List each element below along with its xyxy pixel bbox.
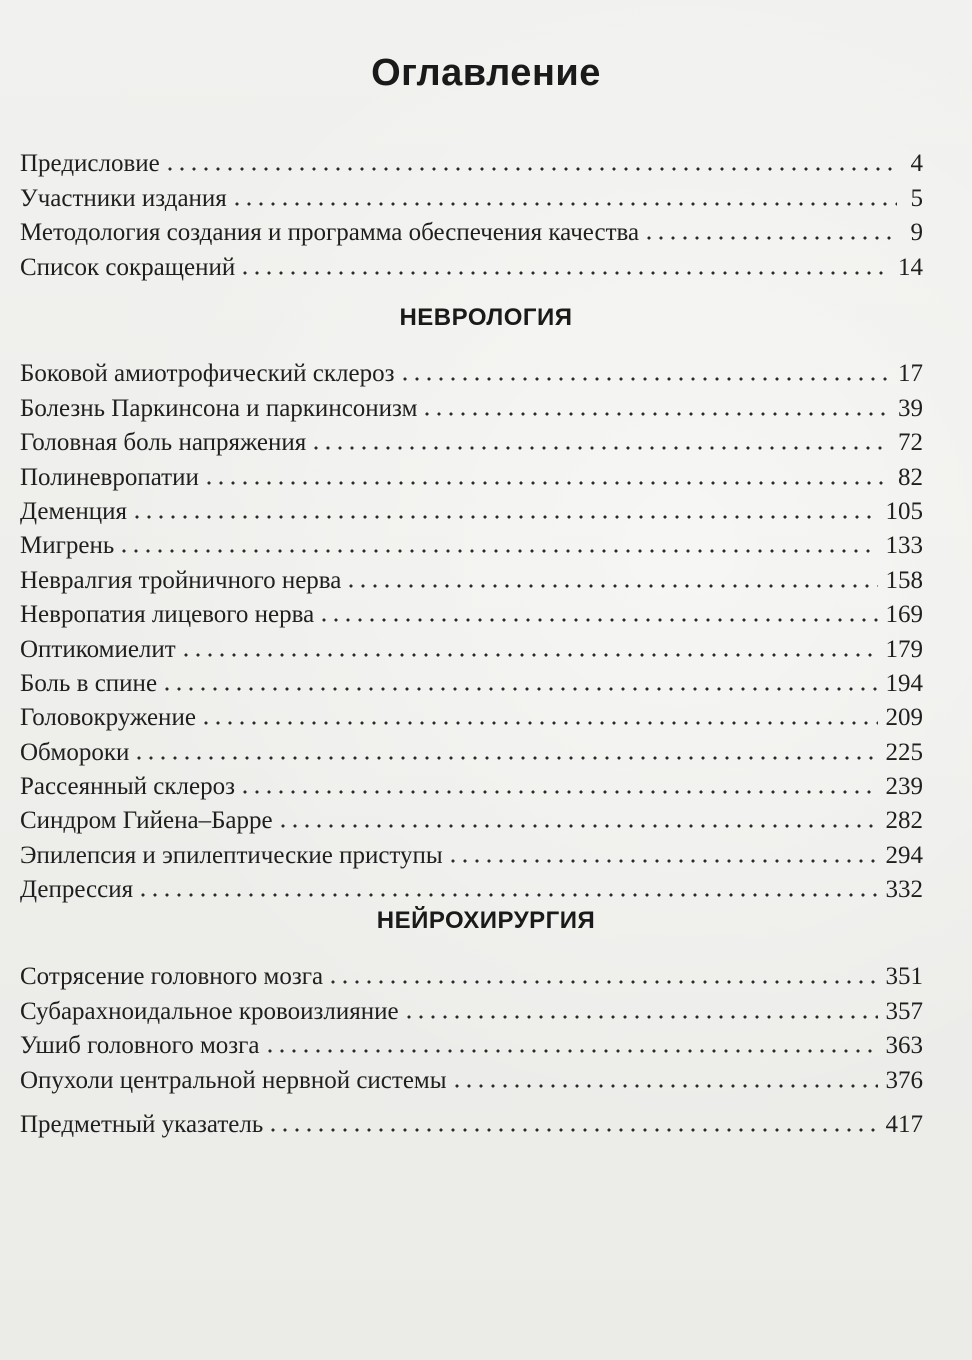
toc-entry-page: 4 — [910, 150, 923, 178]
toc-entry-label: Полиневропатии — [20, 463, 199, 491]
toc-entry-page: 158 — [885, 566, 923, 594]
dot-leader — [264, 1048, 878, 1054]
toc-entry — [20, 211, 923, 245]
toc-entry — [20, 593, 923, 627]
dot-leader — [118, 548, 877, 554]
dot-leader — [231, 201, 897, 207]
toc-entry-page: 82 — [898, 463, 923, 491]
toc-entry-page: 9 — [910, 219, 923, 247]
toc-entry-page: 282 — [885, 807, 923, 835]
toc-entry — [20, 833, 923, 867]
dot-leader — [345, 583, 877, 589]
toc-entry-page: 294 — [885, 841, 923, 869]
toc-entry-page: 105 — [885, 497, 923, 525]
section-title-neurology: НЕВРОЛОГИЯ — [399, 304, 573, 331]
toc-entry-label: Субарахноидальное кровоизлияние — [20, 997, 399, 1025]
toc-entry-page: 376 — [885, 1066, 923, 1094]
dot-leader — [164, 166, 897, 172]
toc-entry-label: Опухоли центральной нервной системы — [20, 1066, 447, 1094]
toc-entry — [20, 176, 923, 210]
dot-leader — [161, 686, 877, 692]
dot-leader — [447, 858, 878, 864]
section-title-neurosurgery: НЕЙРОХИРУРГИЯ — [376, 907, 596, 934]
toc-entry — [20, 524, 923, 558]
toc-entry — [20, 490, 923, 524]
toc-entry-label: Предметный указатель — [20, 1111, 264, 1139]
toc-entry-label: Рассеянный склероз — [20, 773, 235, 801]
toc-entry-label: Болезнь Паркинсона и паркинсонизм — [20, 394, 418, 422]
toc-entry-page: 363 — [885, 1032, 923, 1060]
toc-entry — [20, 696, 923, 730]
toc-entry-label: Ушиб головного мозга — [20, 1032, 260, 1060]
toc-entry-label: Боль в спине — [20, 669, 158, 697]
toc-entry-page: 225 — [885, 738, 923, 766]
toc-entry-page: 194 — [885, 669, 923, 697]
dot-leader — [327, 979, 877, 985]
toc-entry — [20, 1103, 923, 1137]
dot-leader — [239, 270, 890, 276]
toc-entry — [20, 455, 923, 489]
toc-entry — [20, 662, 923, 696]
dot-leader — [643, 235, 897, 241]
toc-entry-label: Синдром Гийена–Барре — [20, 807, 273, 835]
dot-leader — [133, 755, 877, 761]
toc-entry — [20, 765, 923, 799]
dot-leader — [200, 720, 878, 726]
toc-entry-page: 239 — [885, 773, 923, 801]
toc-entry-page: 351 — [885, 963, 923, 991]
dot-leader — [267, 1127, 877, 1133]
page-title: Оглавление — [371, 52, 601, 94]
dot-leader — [451, 1083, 878, 1089]
toc-entry — [20, 989, 923, 1023]
toc-entry-label: Головная боль напряжения — [20, 429, 307, 457]
toc-entry-page: 332 — [885, 876, 923, 904]
toc-entry-page: 417 — [885, 1111, 923, 1139]
toc-entry — [20, 627, 923, 661]
toc-entry — [20, 245, 923, 279]
toc-entry-page: 169 — [885, 601, 923, 629]
toc-entry — [20, 142, 923, 176]
toc-entry-label: Деменция — [20, 497, 128, 525]
toc-entry-label: Обмороки — [20, 738, 130, 766]
toc-neurosurgery-list — [20, 955, 923, 1093]
toc-entry — [20, 352, 923, 386]
dot-leader — [318, 617, 877, 623]
dot-leader — [403, 1014, 878, 1020]
dot-leader — [180, 652, 878, 658]
dot-leader — [421, 411, 890, 417]
toc-entry-label: Методология создания и программа обеспечения качества — [20, 219, 640, 247]
toc-entry-page: 179 — [885, 635, 923, 663]
toc-entry-page: 5 — [910, 184, 923, 212]
toc-entry-page: 14 — [898, 253, 923, 281]
toc-entry-page: 39 — [898, 394, 923, 422]
toc-entry-label: Список сокращений — [20, 253, 236, 281]
toc-entry-page: 209 — [885, 704, 923, 732]
toc-entry-label: Оптикомиелит — [20, 635, 176, 663]
toc-neurology-list — [20, 352, 923, 902]
toc-entry-page: 17 — [898, 360, 923, 388]
toc-entry-label: Головокружение — [20, 704, 196, 732]
toc-entry — [20, 955, 923, 989]
toc-entry-label: Сотрясение головного мозга — [20, 963, 324, 991]
toc-entry — [20, 1058, 923, 1092]
dot-leader — [310, 445, 890, 451]
dot-leader — [137, 892, 877, 898]
toc-entry — [20, 799, 923, 833]
toc-intro-list — [20, 142, 923, 280]
toc-entry — [20, 1024, 923, 1058]
toc-entry — [20, 386, 923, 420]
toc-entry-label: Мигрень — [20, 532, 115, 560]
toc-entry-label: Эпилепсия и эпилептические приступы — [20, 841, 443, 869]
toc-entry-page: 72 — [898, 429, 923, 457]
toc-entry-label: Невропатия лицевого нерва — [20, 601, 315, 629]
dot-leader — [131, 514, 877, 520]
toc-entry — [20, 730, 923, 764]
toc-index-list — [20, 1103, 923, 1137]
toc-entry-page: 357 — [885, 997, 923, 1025]
dot-leader — [239, 789, 878, 795]
dot-leader — [203, 480, 890, 486]
toc-entry — [20, 868, 923, 902]
dot-leader — [399, 376, 891, 382]
toc-entry — [20, 558, 923, 592]
toc-entry-label: Депрессия — [20, 876, 134, 904]
toc-entry — [20, 421, 923, 455]
toc-entry-label: Предисловие — [20, 150, 160, 178]
toc-entry-label: Боковой амиотрофический склероз — [20, 360, 395, 388]
toc-entry-label: Невралгия тройничного нерва — [20, 566, 342, 594]
toc-entry-label: Участники издания — [20, 184, 227, 212]
toc-entry-page: 133 — [885, 532, 923, 560]
dot-leader — [277, 823, 878, 829]
